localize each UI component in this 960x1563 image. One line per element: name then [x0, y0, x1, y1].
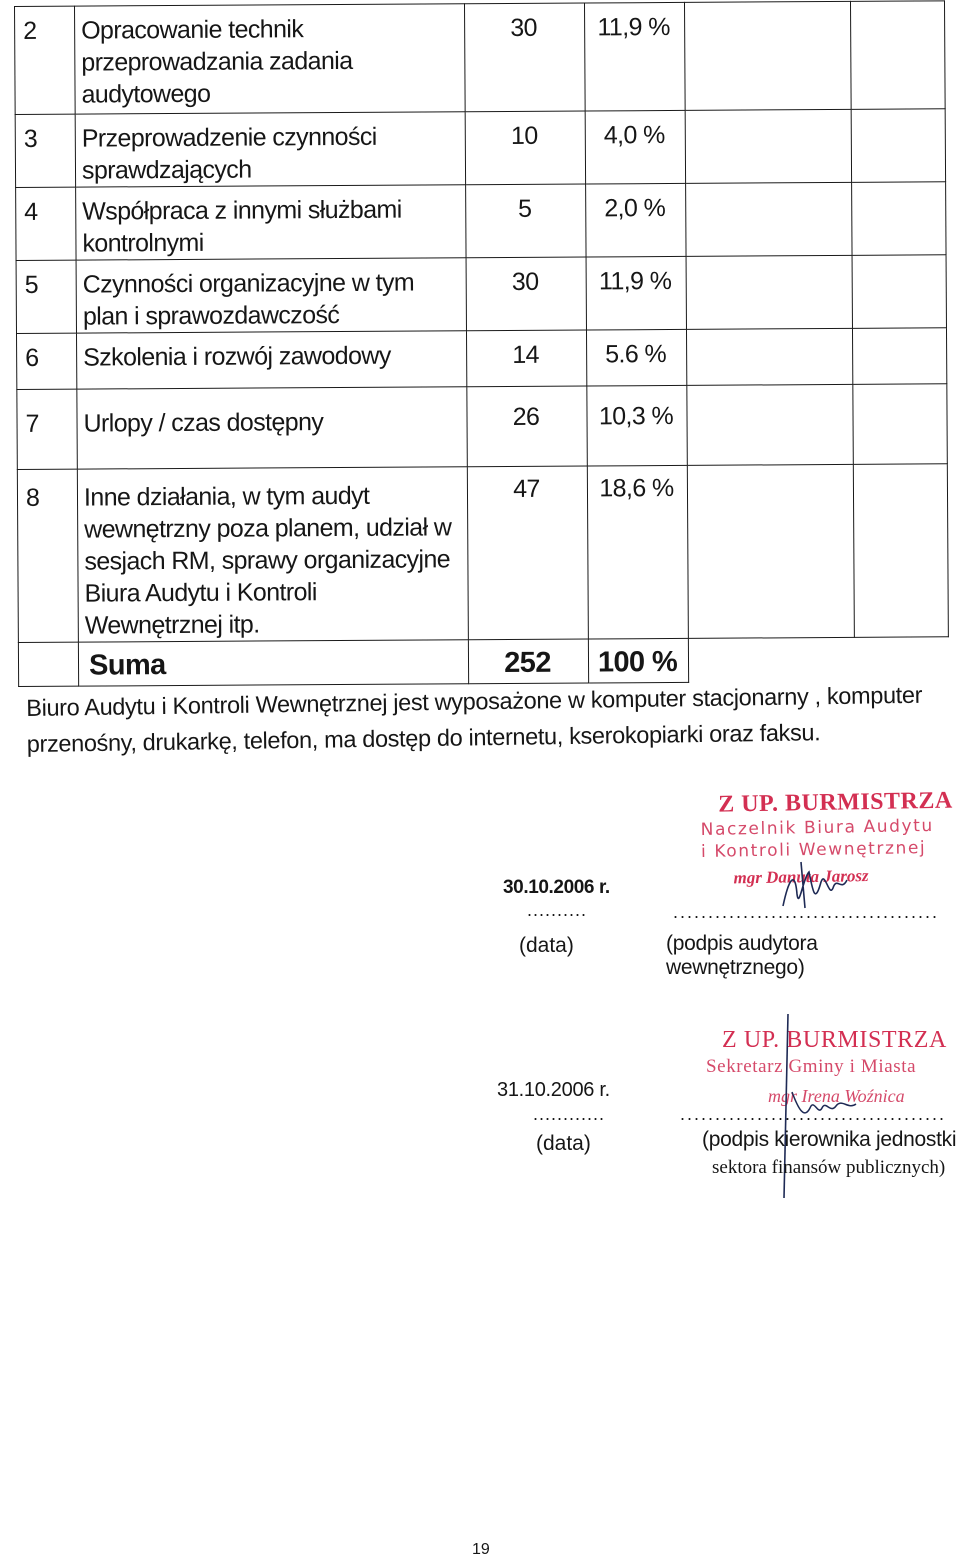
empty-cell	[685, 109, 851, 183]
row-number: 4	[16, 187, 76, 260]
table-row	[17, 328, 947, 390]
row-hours: 30	[464, 3, 585, 112]
row-activity: Czynności organizacyjne w tym plan i sprawozdawczość	[76, 258, 466, 333]
signature-caption: (podpis kierownika jednostki	[702, 1128, 957, 1151]
stamp-title: Z UP. BURMISTRZA	[722, 1027, 947, 1053]
page-number: 19	[472, 1541, 490, 1558]
row-activity: Opracowanie technik przeprowadzania zadania audytowego	[75, 4, 466, 114]
row-activity: Urlopy / czas dostępny	[77, 387, 467, 469]
sum-percent: 100 %	[588, 638, 688, 683]
row-percent: 11,9 %	[586, 256, 686, 330]
table-row	[17, 384, 947, 470]
row-hours: 10	[465, 111, 585, 185]
empty-cell	[851, 109, 945, 183]
row-percent: 18,6 %	[587, 465, 688, 639]
stamp-line: i Kontroli Wewnętrznej	[700, 838, 927, 862]
row-number: 6	[17, 333, 77, 389]
signature-dots: ......................................	[680, 1104, 947, 1124]
date-caption: (data)	[536, 1132, 591, 1155]
row-hours: 47	[467, 466, 588, 640]
row-percent: 4,0 %	[585, 110, 685, 184]
row-hours: 30	[466, 257, 586, 331]
empty-cell	[687, 384, 853, 465]
table-row	[16, 255, 946, 334]
table-row	[15, 1, 946, 115]
empty-cell	[853, 464, 948, 638]
time-allocation-table	[14, 0, 949, 687]
head-date: 31.10.2006 r.	[497, 1079, 610, 1101]
signature-caption: (podpis audytora wewnętrznego)	[666, 932, 818, 979]
row-hours: 5	[466, 184, 586, 258]
row-percent: 11,9 %	[584, 2, 685, 111]
table-row	[15, 109, 945, 188]
row-number: 8	[17, 469, 78, 642]
empty-cell	[686, 328, 852, 385]
row-activity: Przeprowadzenie czynności sprawdzających	[75, 112, 465, 187]
empty-cell	[852, 328, 946, 385]
stamp-title: Z UP. BURMISTRZA	[717, 787, 953, 818]
row-number: 2	[15, 6, 76, 114]
row-percent: 10,3 %	[587, 385, 687, 466]
stamp-name: mgr Irena Woźnica	[768, 1086, 905, 1106]
empty-cell	[852, 255, 946, 329]
row-percent: 2,0 %	[586, 183, 686, 257]
empty-cell	[688, 637, 854, 682]
time-allocation-table-wrap	[14, 0, 948, 687]
empty-cell	[853, 384, 947, 465]
date-dots: ..........	[527, 900, 588, 920]
auditor-date: 30.10.2006 r.	[503, 877, 610, 898]
equipment-paragraph: Biuro Audytu i Kontroli Wewnętrznej jest wyposażone w komputer stacjonarny , komputer przenośny, drukarkę, telefon, ma dostęp do internetu, kserokopiarki oraz faksu.	[26, 681, 923, 757]
empty-cell	[686, 182, 852, 256]
signature-dots: ......................................	[673, 902, 940, 922]
stamp-name: mgr Danuta Jarosz	[733, 866, 869, 888]
stamp-line: Naczelnik Biura Audytu	[700, 815, 935, 840]
row-number: 3	[15, 114, 75, 187]
date-dots: ............	[533, 1104, 606, 1124]
sum-label: Suma	[78, 640, 468, 686]
row-activity: Inne działania, w tym audyt wewnętrzny poza planem, udział w sesjach RM, sprawy organizacyjne Biura Audytu i Kontroli Wewnętrznej itp.	[77, 467, 468, 642]
row-hours: 26	[467, 386, 587, 467]
empty-cell	[687, 464, 854, 638]
empty-cell	[850, 1, 945, 110]
row-number: 5	[16, 260, 76, 333]
empty-cell	[18, 642, 78, 686]
row-activity: Współpraca z innymi służbami kontrolnymi	[76, 185, 466, 260]
empty-cell	[852, 182, 946, 256]
row-percent: 5.6 %	[586, 329, 686, 386]
stamp-line: Sekretarz Gminy i Miasta	[706, 1056, 917, 1077]
signature-caption-line2: sektora finansów publicznych)	[712, 1157, 946, 1178]
row-hours: 14	[466, 330, 586, 387]
empty-cell	[854, 637, 948, 682]
row-number: 7	[17, 389, 77, 469]
empty-cell	[684, 1, 851, 110]
row-activity: Szkolenia i rozwój zawodowy	[76, 331, 466, 389]
table-row	[16, 182, 946, 261]
table-row	[17, 464, 948, 643]
empty-cell	[686, 255, 852, 329]
date-caption: (data)	[519, 934, 574, 957]
sum-hours: 252	[468, 639, 588, 684]
